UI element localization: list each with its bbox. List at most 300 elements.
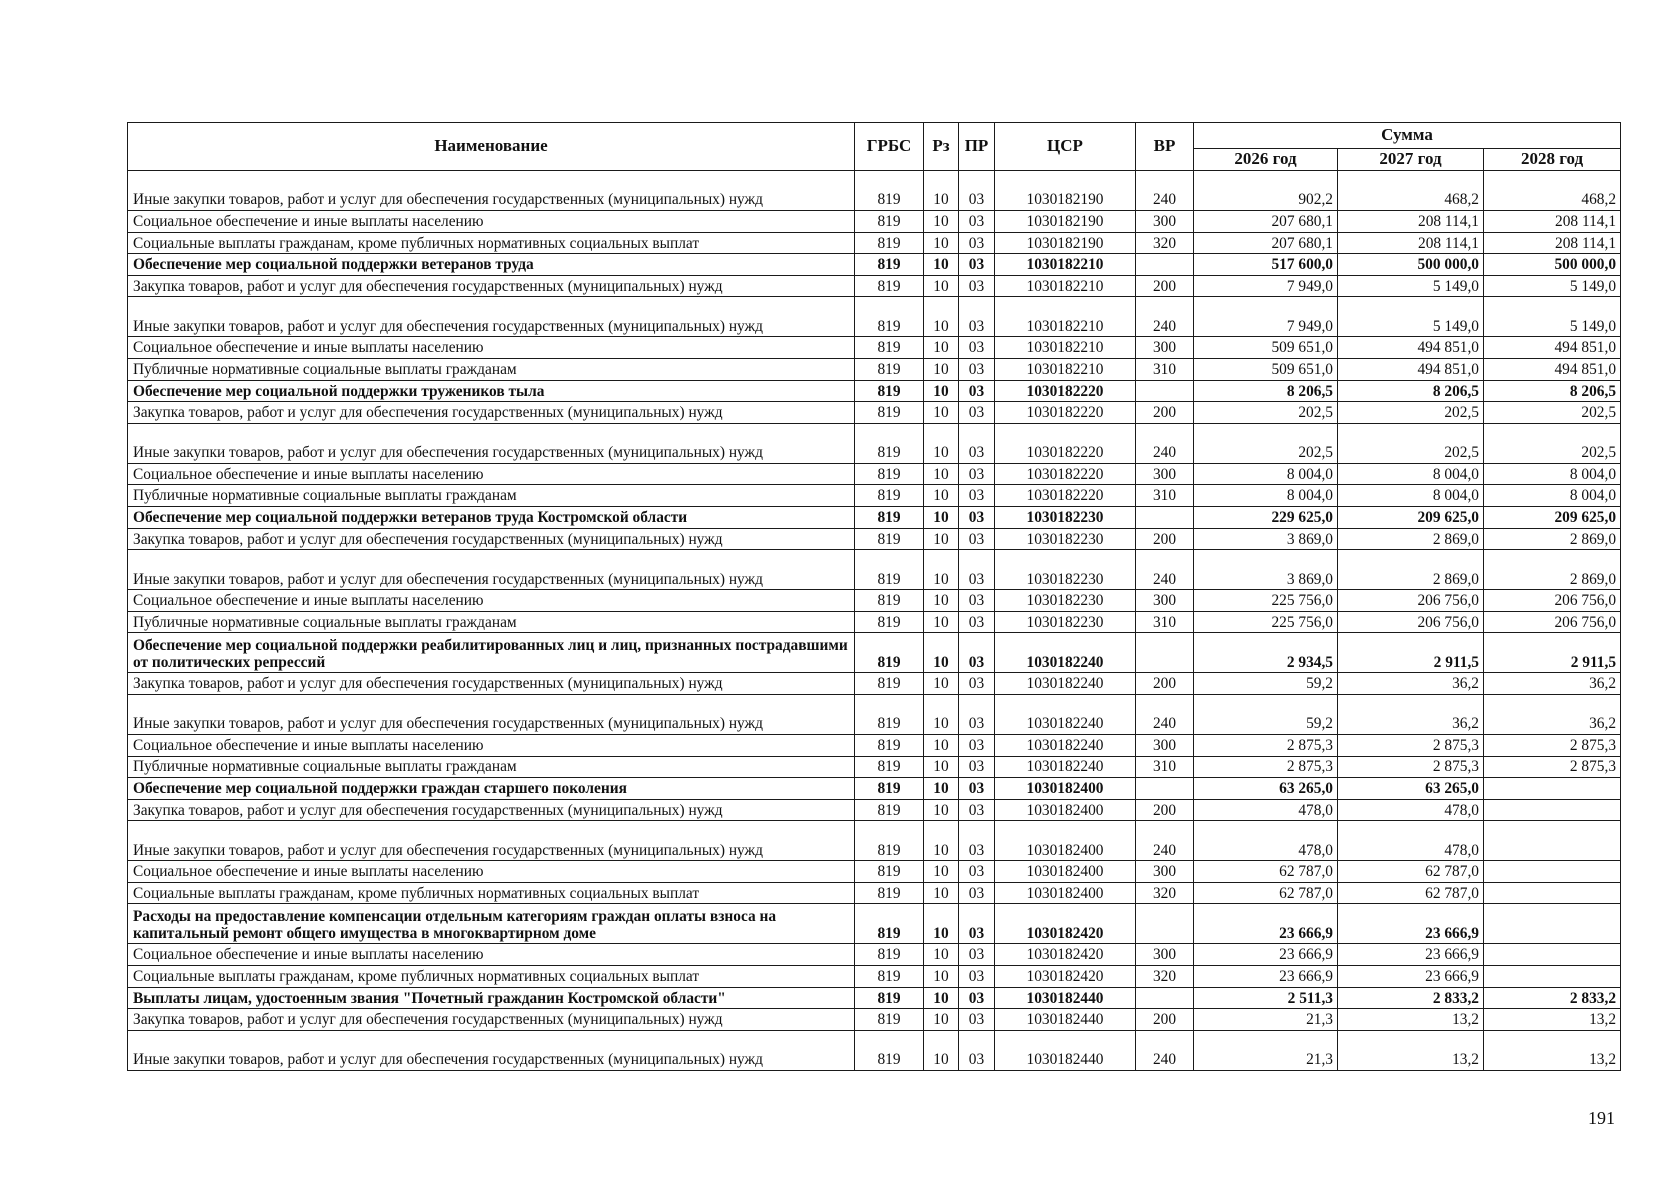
cell-csr: 1030182400 bbox=[995, 882, 1136, 904]
cell-2028: 36,2 bbox=[1484, 694, 1621, 734]
cell-vr: 300 bbox=[1136, 463, 1194, 485]
header-rz: Рз bbox=[924, 123, 959, 171]
table-row bbox=[128, 423, 1621, 463]
cell-grbs: 819 bbox=[855, 463, 924, 485]
cell-vr bbox=[1136, 254, 1194, 276]
cell-rz: 10 bbox=[924, 358, 959, 380]
cell-pr: 03 bbox=[959, 987, 995, 1009]
cell-2028: 5 149,0 bbox=[1484, 275, 1621, 297]
cell-2027: 468,2 bbox=[1338, 171, 1484, 211]
cell-rz: 10 bbox=[924, 463, 959, 485]
cell-csr: 1030182230 bbox=[995, 550, 1136, 590]
table-row bbox=[128, 506, 1621, 528]
cell-2027: 206 756,0 bbox=[1338, 590, 1484, 612]
cell-2027: 2 911,5 bbox=[1338, 633, 1484, 673]
cell-2028: 494 851,0 bbox=[1484, 337, 1621, 359]
cell-2026: 8 206,5 bbox=[1194, 380, 1338, 402]
cell-2028: 2 875,3 bbox=[1484, 734, 1621, 756]
cell-pr: 03 bbox=[959, 778, 995, 800]
cell-rz: 10 bbox=[924, 673, 959, 695]
cell-vr: 240 bbox=[1136, 1030, 1194, 1070]
cell-csr: 1030182400 bbox=[995, 861, 1136, 883]
cell-2027: 36,2 bbox=[1338, 694, 1484, 734]
cell-rz: 10 bbox=[924, 232, 959, 254]
cell-vr: 200 bbox=[1136, 402, 1194, 424]
cell-2028: 202,5 bbox=[1484, 402, 1621, 424]
cell-name: Социальные выплаты гражданам, кроме публичных нормативных социальных выплат bbox=[128, 882, 855, 904]
cell-pr: 03 bbox=[959, 380, 995, 402]
table-row bbox=[128, 694, 1621, 734]
table-row bbox=[128, 904, 1621, 944]
cell-2026: 8 004,0 bbox=[1194, 463, 1338, 485]
cell-grbs: 819 bbox=[855, 402, 924, 424]
cell-name: Социальное обеспечение и иные выплаты населению bbox=[128, 211, 855, 233]
cell-name: Иные закупки товаров, работ и услуг для обеспечения государственных (муниципальных) нужд bbox=[128, 550, 855, 590]
cell-name: Социальное обеспечение и иные выплаты населению bbox=[128, 337, 855, 359]
cell-2028: 2 875,3 bbox=[1484, 756, 1621, 778]
cell-pr: 03 bbox=[959, 402, 995, 424]
cell-2028 bbox=[1484, 904, 1621, 944]
cell-name: Иные закупки товаров, работ и услуг для обеспечения государственных (муниципальных) нужд bbox=[128, 694, 855, 734]
table-header bbox=[128, 123, 1621, 171]
cell-rz: 10 bbox=[924, 966, 959, 988]
cell-pr: 03 bbox=[959, 528, 995, 550]
cell-2026: 517 600,0 bbox=[1194, 254, 1338, 276]
cell-pr: 03 bbox=[959, 694, 995, 734]
cell-2027: 2 869,0 bbox=[1338, 550, 1484, 590]
cell-csr: 1030182210 bbox=[995, 358, 1136, 380]
cell-rz: 10 bbox=[924, 944, 959, 966]
cell-vr: 320 bbox=[1136, 882, 1194, 904]
cell-name: Закупка товаров, работ и услуг для обеспечения государственных (муниципальных) нужд bbox=[128, 799, 855, 821]
cell-rz: 10 bbox=[924, 590, 959, 612]
header-2027: 2027 год bbox=[1338, 149, 1484, 171]
cell-2028: 206 756,0 bbox=[1484, 590, 1621, 612]
cell-rz: 10 bbox=[924, 402, 959, 424]
cell-grbs: 819 bbox=[855, 734, 924, 756]
table-row bbox=[128, 297, 1621, 337]
cell-rz: 10 bbox=[924, 506, 959, 528]
cell-csr: 1030182230 bbox=[995, 611, 1136, 633]
cell-2026: 8 004,0 bbox=[1194, 485, 1338, 507]
cell-csr: 1030182240 bbox=[995, 756, 1136, 778]
cell-pr: 03 bbox=[959, 463, 995, 485]
cell-2026: 23 666,9 bbox=[1194, 966, 1338, 988]
cell-2028 bbox=[1484, 882, 1621, 904]
cell-vr bbox=[1136, 778, 1194, 800]
cell-grbs: 819 bbox=[855, 944, 924, 966]
cell-vr: 240 bbox=[1136, 550, 1194, 590]
cell-rz: 10 bbox=[924, 799, 959, 821]
cell-pr: 03 bbox=[959, 799, 995, 821]
cell-grbs: 819 bbox=[855, 275, 924, 297]
cell-vr: 310 bbox=[1136, 358, 1194, 380]
cell-rz: 10 bbox=[924, 882, 959, 904]
cell-2026: 229 625,0 bbox=[1194, 506, 1338, 528]
cell-grbs: 819 bbox=[855, 528, 924, 550]
cell-pr: 03 bbox=[959, 590, 995, 612]
cell-2027: 208 114,1 bbox=[1338, 211, 1484, 233]
cell-2026: 478,0 bbox=[1194, 799, 1338, 821]
cell-2028: 36,2 bbox=[1484, 673, 1621, 695]
cell-2027: 5 149,0 bbox=[1338, 275, 1484, 297]
cell-2026: 902,2 bbox=[1194, 171, 1338, 211]
table-row bbox=[128, 254, 1621, 276]
table-row bbox=[128, 633, 1621, 673]
cell-vr: 310 bbox=[1136, 756, 1194, 778]
cell-vr: 240 bbox=[1136, 694, 1194, 734]
table-row bbox=[128, 1009, 1621, 1031]
cell-grbs: 819 bbox=[855, 1009, 924, 1031]
table-row bbox=[128, 463, 1621, 485]
cell-rz: 10 bbox=[924, 550, 959, 590]
cell-vr: 320 bbox=[1136, 232, 1194, 254]
cell-grbs: 819 bbox=[855, 211, 924, 233]
cell-vr: 240 bbox=[1136, 423, 1194, 463]
cell-2028: 2 869,0 bbox=[1484, 550, 1621, 590]
cell-2027: 2 869,0 bbox=[1338, 528, 1484, 550]
cell-2027: 36,2 bbox=[1338, 673, 1484, 695]
cell-pr: 03 bbox=[959, 861, 995, 883]
cell-2028 bbox=[1484, 944, 1621, 966]
cell-grbs: 819 bbox=[855, 861, 924, 883]
cell-csr: 1030182190 bbox=[995, 171, 1136, 211]
cell-name: Закупка товаров, работ и услуг для обеспечения государственных (муниципальных) нужд bbox=[128, 275, 855, 297]
cell-pr: 03 bbox=[959, 1030, 995, 1070]
cell-rz: 10 bbox=[924, 297, 959, 337]
cell-csr: 1030182230 bbox=[995, 590, 1136, 612]
cell-2026: 62 787,0 bbox=[1194, 861, 1338, 883]
table-row bbox=[128, 734, 1621, 756]
cell-2027: 494 851,0 bbox=[1338, 358, 1484, 380]
cell-rz: 10 bbox=[924, 1030, 959, 1070]
cell-csr: 1030182420 bbox=[995, 966, 1136, 988]
cell-pr: 03 bbox=[959, 337, 995, 359]
cell-2028 bbox=[1484, 778, 1621, 800]
cell-2028: 208 114,1 bbox=[1484, 211, 1621, 233]
header-sum: Сумма bbox=[1194, 123, 1621, 149]
cell-2026: 2 511,3 bbox=[1194, 987, 1338, 1009]
cell-pr: 03 bbox=[959, 756, 995, 778]
cell-pr: 03 bbox=[959, 633, 995, 673]
cell-vr: 320 bbox=[1136, 966, 1194, 988]
cell-rz: 10 bbox=[924, 694, 959, 734]
cell-grbs: 819 bbox=[855, 633, 924, 673]
cell-2027: 5 149,0 bbox=[1338, 297, 1484, 337]
cell-csr: 1030182220 bbox=[995, 423, 1136, 463]
cell-pr: 03 bbox=[959, 232, 995, 254]
cell-2028: 2 869,0 bbox=[1484, 528, 1621, 550]
cell-csr: 1030182420 bbox=[995, 944, 1136, 966]
cell-pr: 03 bbox=[959, 882, 995, 904]
table-row bbox=[128, 756, 1621, 778]
cell-pr: 03 bbox=[959, 297, 995, 337]
cell-rz: 10 bbox=[924, 211, 959, 233]
cell-2026: 207 680,1 bbox=[1194, 211, 1338, 233]
cell-2027: 2 875,3 bbox=[1338, 756, 1484, 778]
cell-2026: 7 949,0 bbox=[1194, 275, 1338, 297]
cell-2027: 23 666,9 bbox=[1338, 904, 1484, 944]
cell-vr bbox=[1136, 633, 1194, 673]
cell-2027: 13,2 bbox=[1338, 1030, 1484, 1070]
cell-2027: 208 114,1 bbox=[1338, 232, 1484, 254]
budget-table bbox=[127, 122, 1621, 1071]
cell-2027: 478,0 bbox=[1338, 821, 1484, 861]
cell-name: Публичные нормативные социальные выплаты гражданам bbox=[128, 358, 855, 380]
cell-vr: 300 bbox=[1136, 944, 1194, 966]
table-row bbox=[128, 611, 1621, 633]
cell-rz: 10 bbox=[924, 254, 959, 276]
header-2028: 2028 год bbox=[1484, 149, 1621, 171]
header-pr: ПР bbox=[959, 123, 995, 171]
cell-2026: 2 934,5 bbox=[1194, 633, 1338, 673]
cell-csr: 1030182220 bbox=[995, 463, 1136, 485]
cell-2028: 8 004,0 bbox=[1484, 485, 1621, 507]
cell-2026: 21,3 bbox=[1194, 1009, 1338, 1031]
cell-grbs: 819 bbox=[855, 423, 924, 463]
cell-csr: 1030182220 bbox=[995, 485, 1136, 507]
cell-2026: 3 869,0 bbox=[1194, 528, 1338, 550]
cell-name: Расходы на предоставление компенсации отдельным категориям граждан оплаты взноса на капитальный ремонт общего имущества в многоквартирном доме bbox=[128, 904, 855, 944]
cell-vr: 300 bbox=[1136, 211, 1194, 233]
cell-2027: 63 265,0 bbox=[1338, 778, 1484, 800]
cell-name: Иные закупки товаров, работ и услуг для обеспечения государственных (муниципальных) нужд bbox=[128, 297, 855, 337]
cell-2028: 208 114,1 bbox=[1484, 232, 1621, 254]
cell-grbs: 819 bbox=[855, 799, 924, 821]
cell-2028: 8 206,5 bbox=[1484, 380, 1621, 402]
cell-rz: 10 bbox=[924, 485, 959, 507]
cell-2027: 478,0 bbox=[1338, 799, 1484, 821]
cell-grbs: 819 bbox=[855, 987, 924, 1009]
table-row bbox=[128, 882, 1621, 904]
cell-2026: 59,2 bbox=[1194, 673, 1338, 695]
cell-vr: 200 bbox=[1136, 673, 1194, 695]
cell-pr: 03 bbox=[959, 821, 995, 861]
cell-2026: 23 666,9 bbox=[1194, 944, 1338, 966]
cell-vr: 300 bbox=[1136, 337, 1194, 359]
table-body bbox=[128, 171, 1621, 1071]
cell-pr: 03 bbox=[959, 358, 995, 380]
cell-vr: 300 bbox=[1136, 590, 1194, 612]
cell-name: Обеспечение мер социальной поддержки тружеников тыла bbox=[128, 380, 855, 402]
cell-pr: 03 bbox=[959, 1009, 995, 1031]
cell-csr: 1030182400 bbox=[995, 821, 1136, 861]
cell-csr: 1030182400 bbox=[995, 778, 1136, 800]
cell-rz: 10 bbox=[924, 756, 959, 778]
cell-2028 bbox=[1484, 966, 1621, 988]
cell-pr: 03 bbox=[959, 275, 995, 297]
cell-grbs: 819 bbox=[855, 485, 924, 507]
cell-2026: 478,0 bbox=[1194, 821, 1338, 861]
cell-csr: 1030182210 bbox=[995, 337, 1136, 359]
cell-name: Иные закупки товаров, работ и услуг для обеспечения государственных (муниципальных) нужд bbox=[128, 423, 855, 463]
cell-2027: 62 787,0 bbox=[1338, 861, 1484, 883]
cell-pr: 03 bbox=[959, 966, 995, 988]
cell-vr: 310 bbox=[1136, 485, 1194, 507]
cell-2028: 2 911,5 bbox=[1484, 633, 1621, 673]
cell-2028: 500 000,0 bbox=[1484, 254, 1621, 276]
cell-csr: 1030182210 bbox=[995, 254, 1136, 276]
cell-2028 bbox=[1484, 861, 1621, 883]
cell-name: Обеспечение мер социальной поддержки граждан старшего поколения bbox=[128, 778, 855, 800]
cell-name: Выплаты лицам, удостоенным звания "Почетный гражданин Костромской области" bbox=[128, 987, 855, 1009]
cell-rz: 10 bbox=[924, 611, 959, 633]
cell-pr: 03 bbox=[959, 506, 995, 528]
table-row bbox=[128, 528, 1621, 550]
cell-pr: 03 bbox=[959, 485, 995, 507]
header-vr: ВР bbox=[1136, 123, 1194, 171]
cell-2026: 202,5 bbox=[1194, 402, 1338, 424]
cell-pr: 03 bbox=[959, 673, 995, 695]
cell-pr: 03 bbox=[959, 211, 995, 233]
table-row bbox=[128, 1030, 1621, 1070]
cell-2026: 509 651,0 bbox=[1194, 358, 1338, 380]
cell-rz: 10 bbox=[924, 423, 959, 463]
cell-vr: 240 bbox=[1136, 821, 1194, 861]
table-row bbox=[128, 987, 1621, 1009]
cell-2028: 13,2 bbox=[1484, 1030, 1621, 1070]
cell-2027: 2 875,3 bbox=[1338, 734, 1484, 756]
cell-2028: 202,5 bbox=[1484, 423, 1621, 463]
cell-name: Иные закупки товаров, работ и услуг для обеспечения государственных (муниципальных) нужд bbox=[128, 171, 855, 211]
cell-grbs: 819 bbox=[855, 590, 924, 612]
cell-2027: 8 206,5 bbox=[1338, 380, 1484, 402]
cell-2028: 2 833,2 bbox=[1484, 987, 1621, 1009]
cell-name: Обеспечение мер социальной поддержки ветеранов труда bbox=[128, 254, 855, 276]
cell-pr: 03 bbox=[959, 734, 995, 756]
table-row bbox=[128, 966, 1621, 988]
cell-2026: 225 756,0 bbox=[1194, 590, 1338, 612]
cell-name: Социальные выплаты гражданам, кроме публичных нормативных социальных выплат bbox=[128, 966, 855, 988]
cell-grbs: 819 bbox=[855, 297, 924, 337]
cell-csr: 1030182240 bbox=[995, 734, 1136, 756]
cell-name: Закупка товаров, работ и услуг для обеспечения государственных (муниципальных) нужд bbox=[128, 1009, 855, 1031]
cell-grbs: 819 bbox=[855, 550, 924, 590]
cell-grbs: 819 bbox=[855, 694, 924, 734]
cell-vr: 300 bbox=[1136, 861, 1194, 883]
table-row bbox=[128, 485, 1621, 507]
cell-csr: 1030182240 bbox=[995, 694, 1136, 734]
cell-2026: 2 875,3 bbox=[1194, 756, 1338, 778]
cell-grbs: 819 bbox=[855, 966, 924, 988]
cell-vr: 200 bbox=[1136, 1009, 1194, 1031]
cell-rz: 10 bbox=[924, 861, 959, 883]
table-row bbox=[128, 799, 1621, 821]
cell-name: Социальное обеспечение и иные выплаты населению bbox=[128, 861, 855, 883]
cell-vr: 300 bbox=[1136, 734, 1194, 756]
cell-grbs: 819 bbox=[855, 611, 924, 633]
cell-2026: 23 666,9 bbox=[1194, 904, 1338, 944]
page-number: 191 bbox=[1588, 1108, 1615, 1128]
cell-name: Обеспечение мер социальной поддержки ветеранов труда Костромской области bbox=[128, 506, 855, 528]
cell-name: Иные закупки товаров, работ и услуг для обеспечения государственных (муниципальных) нужд bbox=[128, 821, 855, 861]
cell-2028: 8 004,0 bbox=[1484, 463, 1621, 485]
cell-vr bbox=[1136, 904, 1194, 944]
cell-rz: 10 bbox=[924, 821, 959, 861]
cell-name: Обеспечение мер социальной поддержки реабилитированных лиц и лиц, признанных пострадавшими от политических репрессий bbox=[128, 633, 855, 673]
cell-vr: 200 bbox=[1136, 799, 1194, 821]
cell-csr: 1030182220 bbox=[995, 380, 1136, 402]
cell-2028: 206 756,0 bbox=[1484, 611, 1621, 633]
cell-name: Закупка товаров, работ и услуг для обеспечения государственных (муниципальных) нужд bbox=[128, 673, 855, 695]
table-row bbox=[128, 402, 1621, 424]
cell-csr: 1030182210 bbox=[995, 275, 1136, 297]
cell-name: Публичные нормативные социальные выплаты гражданам bbox=[128, 485, 855, 507]
cell-2028: 209 625,0 bbox=[1484, 506, 1621, 528]
cell-grbs: 819 bbox=[855, 1030, 924, 1070]
cell-2027: 13,2 bbox=[1338, 1009, 1484, 1031]
cell-2026: 202,5 bbox=[1194, 423, 1338, 463]
cell-csr: 1030182220 bbox=[995, 402, 1136, 424]
table-row bbox=[128, 358, 1621, 380]
cell-2027: 206 756,0 bbox=[1338, 611, 1484, 633]
cell-csr: 1030182400 bbox=[995, 799, 1136, 821]
cell-rz: 10 bbox=[924, 275, 959, 297]
cell-csr: 1030182230 bbox=[995, 506, 1136, 528]
cell-rz: 10 bbox=[924, 337, 959, 359]
cell-2027: 23 666,9 bbox=[1338, 966, 1484, 988]
cell-name: Социальное обеспечение и иные выплаты населению bbox=[128, 463, 855, 485]
cell-csr: 1030182440 bbox=[995, 1030, 1136, 1070]
cell-2027: 209 625,0 bbox=[1338, 506, 1484, 528]
table-row bbox=[128, 673, 1621, 695]
cell-2026: 59,2 bbox=[1194, 694, 1338, 734]
cell-2027: 500 000,0 bbox=[1338, 254, 1484, 276]
cell-csr: 1030182420 bbox=[995, 904, 1136, 944]
cell-csr: 1030182230 bbox=[995, 528, 1136, 550]
table-row bbox=[128, 821, 1621, 861]
cell-name: Социальное обеспечение и иные выплаты населению bbox=[128, 944, 855, 966]
cell-csr: 1030182440 bbox=[995, 1009, 1136, 1031]
cell-rz: 10 bbox=[924, 171, 959, 211]
table-row bbox=[128, 944, 1621, 966]
cell-2027: 202,5 bbox=[1338, 402, 1484, 424]
cell-2026: 62 787,0 bbox=[1194, 882, 1338, 904]
cell-2028: 494 851,0 bbox=[1484, 358, 1621, 380]
cell-2026: 509 651,0 bbox=[1194, 337, 1338, 359]
cell-2026: 2 875,3 bbox=[1194, 734, 1338, 756]
cell-vr bbox=[1136, 506, 1194, 528]
cell-grbs: 819 bbox=[855, 337, 924, 359]
cell-2026: 225 756,0 bbox=[1194, 611, 1338, 633]
header-grbs: ГРБС bbox=[855, 123, 924, 171]
table-row bbox=[128, 171, 1621, 211]
cell-rz: 10 bbox=[924, 1009, 959, 1031]
cell-rz: 10 bbox=[924, 633, 959, 673]
cell-grbs: 819 bbox=[855, 254, 924, 276]
table-row bbox=[128, 337, 1621, 359]
cell-grbs: 819 bbox=[855, 171, 924, 211]
cell-vr: 200 bbox=[1136, 275, 1194, 297]
cell-grbs: 819 bbox=[855, 882, 924, 904]
cell-name: Закупка товаров, работ и услуг для обеспечения государственных (муниципальных) нужд bbox=[128, 402, 855, 424]
cell-grbs: 819 bbox=[855, 358, 924, 380]
cell-grbs: 819 bbox=[855, 380, 924, 402]
table-row bbox=[128, 778, 1621, 800]
cell-pr: 03 bbox=[959, 611, 995, 633]
cell-rz: 10 bbox=[924, 734, 959, 756]
cell-csr: 1030182210 bbox=[995, 297, 1136, 337]
cell-name: Социальное обеспечение и иные выплаты населению bbox=[128, 734, 855, 756]
cell-csr: 1030182240 bbox=[995, 633, 1136, 673]
cell-2027: 494 851,0 bbox=[1338, 337, 1484, 359]
cell-pr: 03 bbox=[959, 944, 995, 966]
cell-2026: 63 265,0 bbox=[1194, 778, 1338, 800]
table-row bbox=[128, 232, 1621, 254]
cell-pr: 03 bbox=[959, 904, 995, 944]
header-name: Наименование bbox=[128, 123, 855, 171]
cell-rz: 10 bbox=[924, 778, 959, 800]
